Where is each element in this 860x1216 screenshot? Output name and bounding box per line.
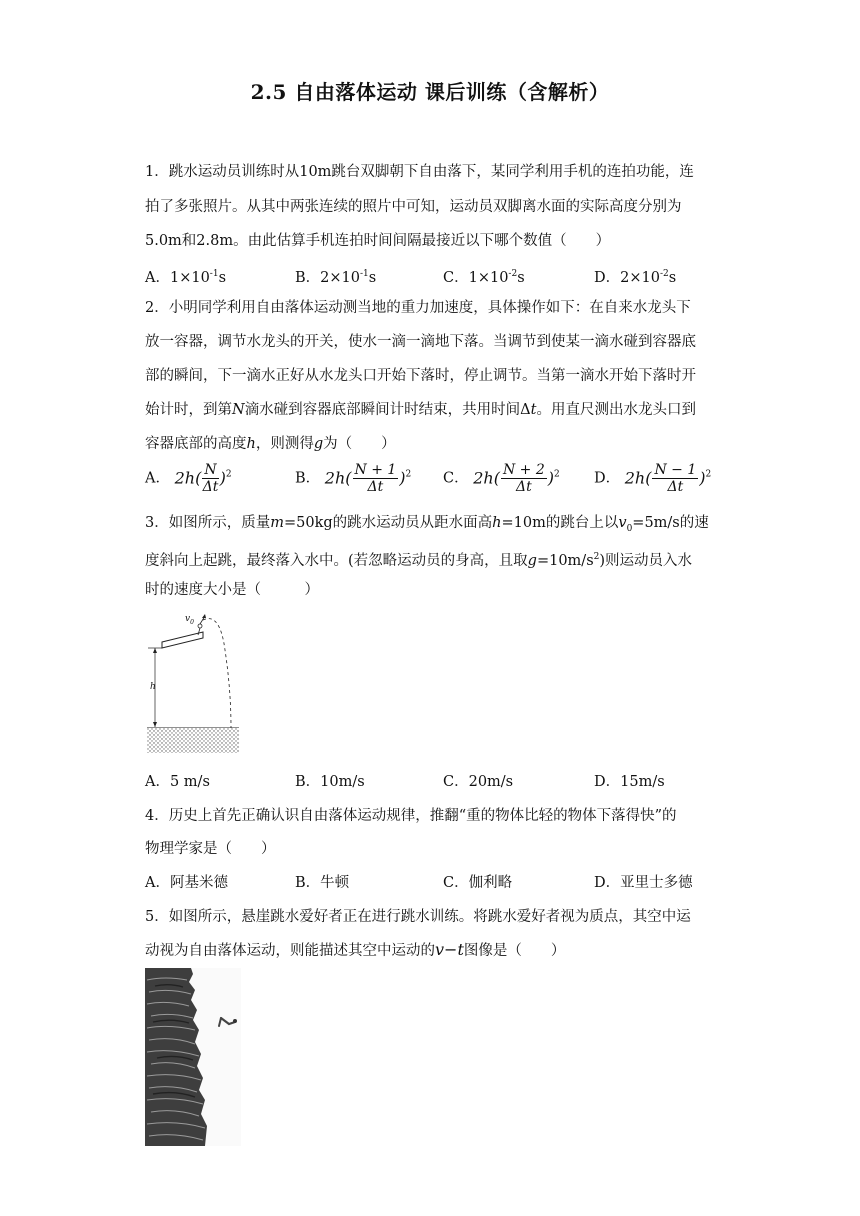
q5-line-1: 5．如图所示，悬崖跳水爱好者正在进行跳水训练。将跳水爱好者视为质点，其空中运: [145, 909, 691, 925]
fig-label-v0: [185, 614, 194, 626]
q3-line-2: [145, 547, 725, 571]
q4-option-a[interactable]: A．阿基米德: [145, 875, 228, 891]
water-body: [147, 728, 239, 753]
q3-exp-2: 2: [593, 552, 600, 562]
q1-line-2: 拍了多张照片。从其中两张连续的照片中可知，运动员双脚离水面的实际高度分别为: [145, 199, 682, 215]
q2-option-b-fraction: [353, 462, 399, 495]
fig-label-h: h: [150, 682, 156, 692]
q3-var-v: v: [618, 515, 627, 531]
q5-line-2-a: 动视为自由落体运动，则能描述其空中运动的: [145, 943, 435, 959]
q4-option-d[interactable]: D．亚里士多德: [594, 875, 693, 891]
q1-option-c-exp: -2: [508, 269, 518, 279]
q1-option-b-text: B．2×10: [295, 269, 360, 286]
q2-option-b-suffix: ): [399, 468, 406, 488]
q1-option-d-text: D．2×10: [594, 269, 660, 286]
q2-line-5-a: 容器底部的高度: [145, 436, 247, 452]
trajectory-path: [203, 619, 231, 728]
cliff-diver-photo: [145, 968, 241, 1146]
q3-line-3: 时的速度大小是（ ）: [145, 582, 319, 598]
q3-line-1-c: =10m的跳台上以: [501, 515, 619, 531]
q3-line-1-a: 3．如图所示，质量: [145, 515, 271, 531]
q2-line-4-c: 。用直尺测出水龙头口到: [536, 402, 696, 418]
q1-option-c-text: C．1×10: [443, 269, 509, 286]
q5-vt: v−t: [435, 940, 464, 959]
q1-option-d-exp: -2: [659, 269, 669, 279]
page-title: 2.5 自由落体运动 课后训练（含解析）: [250, 80, 610, 104]
q2-option-a-numerator: N: [204, 462, 217, 478]
fig-label-v: v: [185, 614, 191, 624]
q2-option-d-label: D．: [594, 470, 621, 487]
q1-option-c[interactable]: [443, 264, 525, 288]
q2-line-4-b: 滴水碰到容器底部瞬间计时结束，共用时间Δ: [244, 402, 531, 418]
q2-option-d-numerator: N − 1: [654, 462, 697, 478]
q3-option-b[interactable]: B．10m/s: [295, 774, 365, 790]
q3-line-2-c: )则运动员入水: [599, 552, 693, 569]
q2-line-3: 部的瞬间，下一滴水正好从水龙头口开始下落时，停止调节。当第一滴水开始下落时开: [145, 368, 696, 384]
q2-option-c-fraction: [501, 462, 547, 495]
q5-line-2-b: 图像是（ ）: [463, 943, 566, 959]
platform-shape: [162, 632, 203, 648]
q2-line-4-a: 始计时，到第: [145, 402, 232, 418]
q2-option-b-numerator: N + 1: [354, 462, 397, 478]
q1-option-a-text: A．1×10: [145, 269, 210, 286]
q2-var-t: t: [530, 402, 537, 418]
q2-option-c-denominator: Δt: [515, 479, 532, 495]
q2-option-c-numerator: N + 2: [502, 462, 545, 478]
q3-line-1-d: =5m/s的速: [632, 515, 709, 531]
q2-option-d-prefix: 2h(: [624, 468, 652, 488]
q4-line-1: 4．历史上首先正确认识自由落体运动规律，推翻“重的物体比轻的物体下落得快”的: [145, 808, 677, 824]
fig-label-v-sub: 0: [190, 618, 194, 626]
q3-option-a[interactable]: A．5 m/s: [145, 774, 210, 790]
q2-line-5-c: 为（ ）: [323, 436, 396, 452]
q2-option-d-fraction: [652, 462, 698, 495]
velocity-arrowhead: [202, 614, 206, 618]
q2-line-5: [145, 434, 725, 454]
q2-option-b-denominator: Δt: [367, 479, 384, 495]
diving-platform-figure: [145, 610, 241, 758]
q2-option-a-prefix: 2h(: [174, 468, 202, 488]
q3-line-2-a: 度斜向上起跳，最终落入水中。(若忽略运动员的身高，且取: [145, 552, 528, 569]
q1-line-3: 5.0m和2.8m。由此估算手机连拍时间间隔最接近以下哪个数值（ ）: [145, 233, 611, 249]
q2-option-a-suffix: ): [219, 468, 226, 488]
q3-var-g: g: [527, 552, 537, 569]
q4-option-c[interactable]: C．伽利略: [443, 875, 513, 891]
q2-line-1: 2．小明同学利用自由落体运动测当地的重力加速度，具体操作如下：在自来水龙头下: [145, 300, 691, 316]
q2-option-a-fraction: [202, 462, 218, 495]
q1-option-a-unit: s: [218, 269, 227, 286]
q2-option-b-exp: 2: [405, 469, 412, 480]
q2-option-d-exp: 2: [705, 469, 712, 480]
q2-option-b[interactable]: [295, 462, 411, 495]
q2-option-a[interactable]: [145, 462, 232, 495]
q2-option-b-prefix: 2h(: [324, 468, 352, 488]
q1-option-d-unit: s: [668, 269, 677, 286]
cliff-diver-image: [145, 968, 241, 1146]
q3-option-d[interactable]: D．15m/s: [594, 774, 665, 790]
q3-line-1: [145, 513, 725, 539]
q2-var-n: N: [232, 402, 245, 418]
q1-option-a-exp: -1: [209, 269, 219, 279]
q2-line-5-b: ，则测得: [255, 436, 314, 452]
q2-option-b-label: B．: [295, 470, 321, 487]
q2-var-h: h: [246, 436, 256, 452]
q2-option-d-suffix: ): [699, 468, 706, 488]
q4-option-b[interactable]: B．牛顿: [295, 875, 350, 891]
q1-option-c-unit: s: [517, 269, 525, 286]
h-arrow-down: [153, 722, 157, 727]
q2-option-c-label: C．: [443, 470, 469, 487]
diving-platform-diagram: [145, 610, 241, 758]
diver-head: [198, 624, 202, 628]
q2-option-d-denominator: Δt: [667, 479, 684, 495]
q3-var-m: m: [270, 515, 284, 531]
q3-option-c[interactable]: C．20m/s: [443, 774, 514, 790]
q4-line-2: 物理学家是（ ）: [145, 841, 276, 857]
q1-option-a[interactable]: [145, 264, 226, 288]
q2-option-c-prefix: 2h(: [473, 468, 500, 488]
q2-option-a-label: A．: [145, 470, 170, 487]
q2-option-a-exp: 2: [225, 469, 232, 480]
q2-var-g: g: [313, 436, 324, 452]
q1-option-b-exp: -1: [359, 269, 369, 279]
q3-var-h: h: [492, 515, 502, 531]
q2-option-a-denominator: Δt: [202, 479, 219, 495]
q1-option-d[interactable]: [594, 264, 676, 288]
q5-line-2: [145, 940, 725, 961]
q2-option-c-exp: 2: [554, 469, 560, 480]
q2-option-c[interactable]: [443, 462, 560, 495]
q2-option-d[interactable]: [594, 462, 711, 495]
q2-line-2: 放一容器，调节水龙头的开关，使水一滴一滴地下落。当调节到使某一滴水碰到容器底: [145, 334, 696, 350]
h-arrow-up: [153, 648, 157, 653]
q3-line-2-b: =10m/s: [536, 552, 594, 569]
q3-var-v-sub: 0: [626, 523, 633, 534]
q1-line-1: 1．跳水运动员训练时从10m跳台双脚朝下自由落下，某同学利用手机的连拍功能，连: [145, 164, 694, 180]
q2-line-4: [145, 400, 725, 420]
q1-option-b[interactable]: [295, 264, 376, 288]
q2-option-c-suffix: ): [547, 468, 554, 488]
q1-option-b-unit: s: [368, 269, 377, 286]
q3-line-1-b: =50kg的跳水运动员从距水面高: [283, 515, 493, 531]
